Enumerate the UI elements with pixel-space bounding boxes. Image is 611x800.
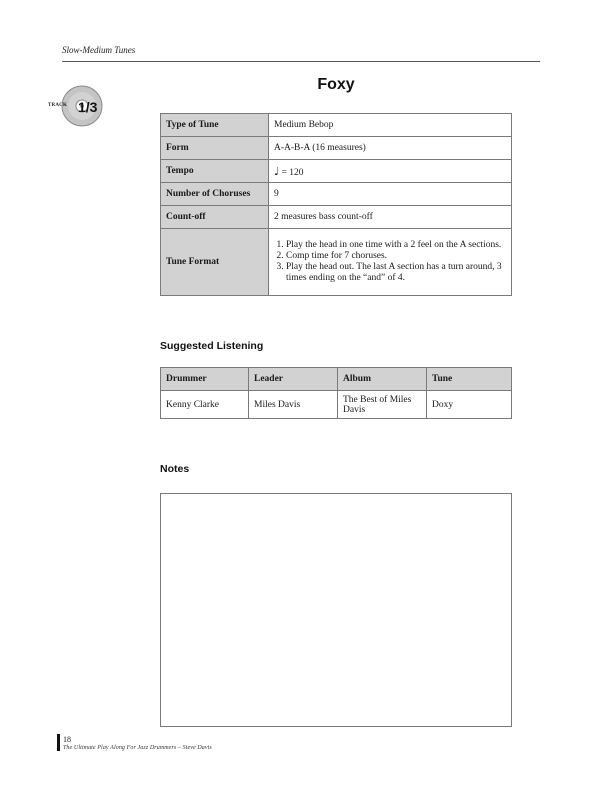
column-header: Tune [427,368,512,391]
format-list [274,240,506,284]
table-row [161,183,512,206]
section-header: Slow-Medium Tunes [62,45,136,55]
format-cell [269,229,512,296]
album-cell: The Best of Miles Davis [338,391,427,419]
quarter-note-icon: ♩ [274,164,280,178]
type-value: Medium Bebop [269,114,512,137]
column-header: Leader [249,368,338,391]
column-header: Drummer [161,368,249,391]
form-label: Form [161,137,269,160]
leader-cell: Miles Davis [249,391,338,419]
column-header: Album [338,368,427,391]
format-label: Tune Format [161,229,269,296]
table-row [161,137,512,160]
notes-title: Notes [160,463,190,475]
type-label: Type of Tune [161,114,269,137]
tune-title: Foxy [317,76,355,93]
tune-cell: Doxy [427,391,512,419]
header-rule [62,61,540,62]
table-row [161,229,512,296]
book-title: The Ultimate Play Along For Jazz Drummers – Steve Davis [63,745,212,751]
tempo-label: Tempo [161,160,269,183]
countoff-label: Count-off [161,206,269,229]
tempo-value: = 120 [281,167,304,178]
countoff-value: 2 measures bass count-off [269,206,512,229]
list-item: 1. Play the head in one time with a 2 feel on the A sections. [286,240,506,251]
choruses-label: Number of Choruses [161,183,269,206]
tempo-cell [269,160,512,183]
form-value: A-A-B-A (16 measures) [269,137,512,160]
tune-info-table [160,113,512,296]
page-number: 18 [63,735,71,744]
table-header-row [161,368,512,391]
choruses-value: 9 [269,183,512,206]
table-row [161,206,512,229]
track-number: 1/3 [78,99,98,115]
drummer-cell: Kenny Clarke [161,391,249,419]
table-row [161,160,512,183]
table-row [161,391,512,419]
listening-title: Suggested Listening [160,340,264,352]
notes-box[interactable] [160,493,512,727]
list-item: 3. Play the head out. The last A section has a turn around, 3 times ending on the “and” of 4. [286,262,506,284]
table-row [161,114,512,137]
list-item: 2. Comp time for 7 choruses. [286,251,506,262]
footer-bar [57,734,60,751]
listening-table [160,367,512,419]
track-label: TRACK [48,103,68,108]
